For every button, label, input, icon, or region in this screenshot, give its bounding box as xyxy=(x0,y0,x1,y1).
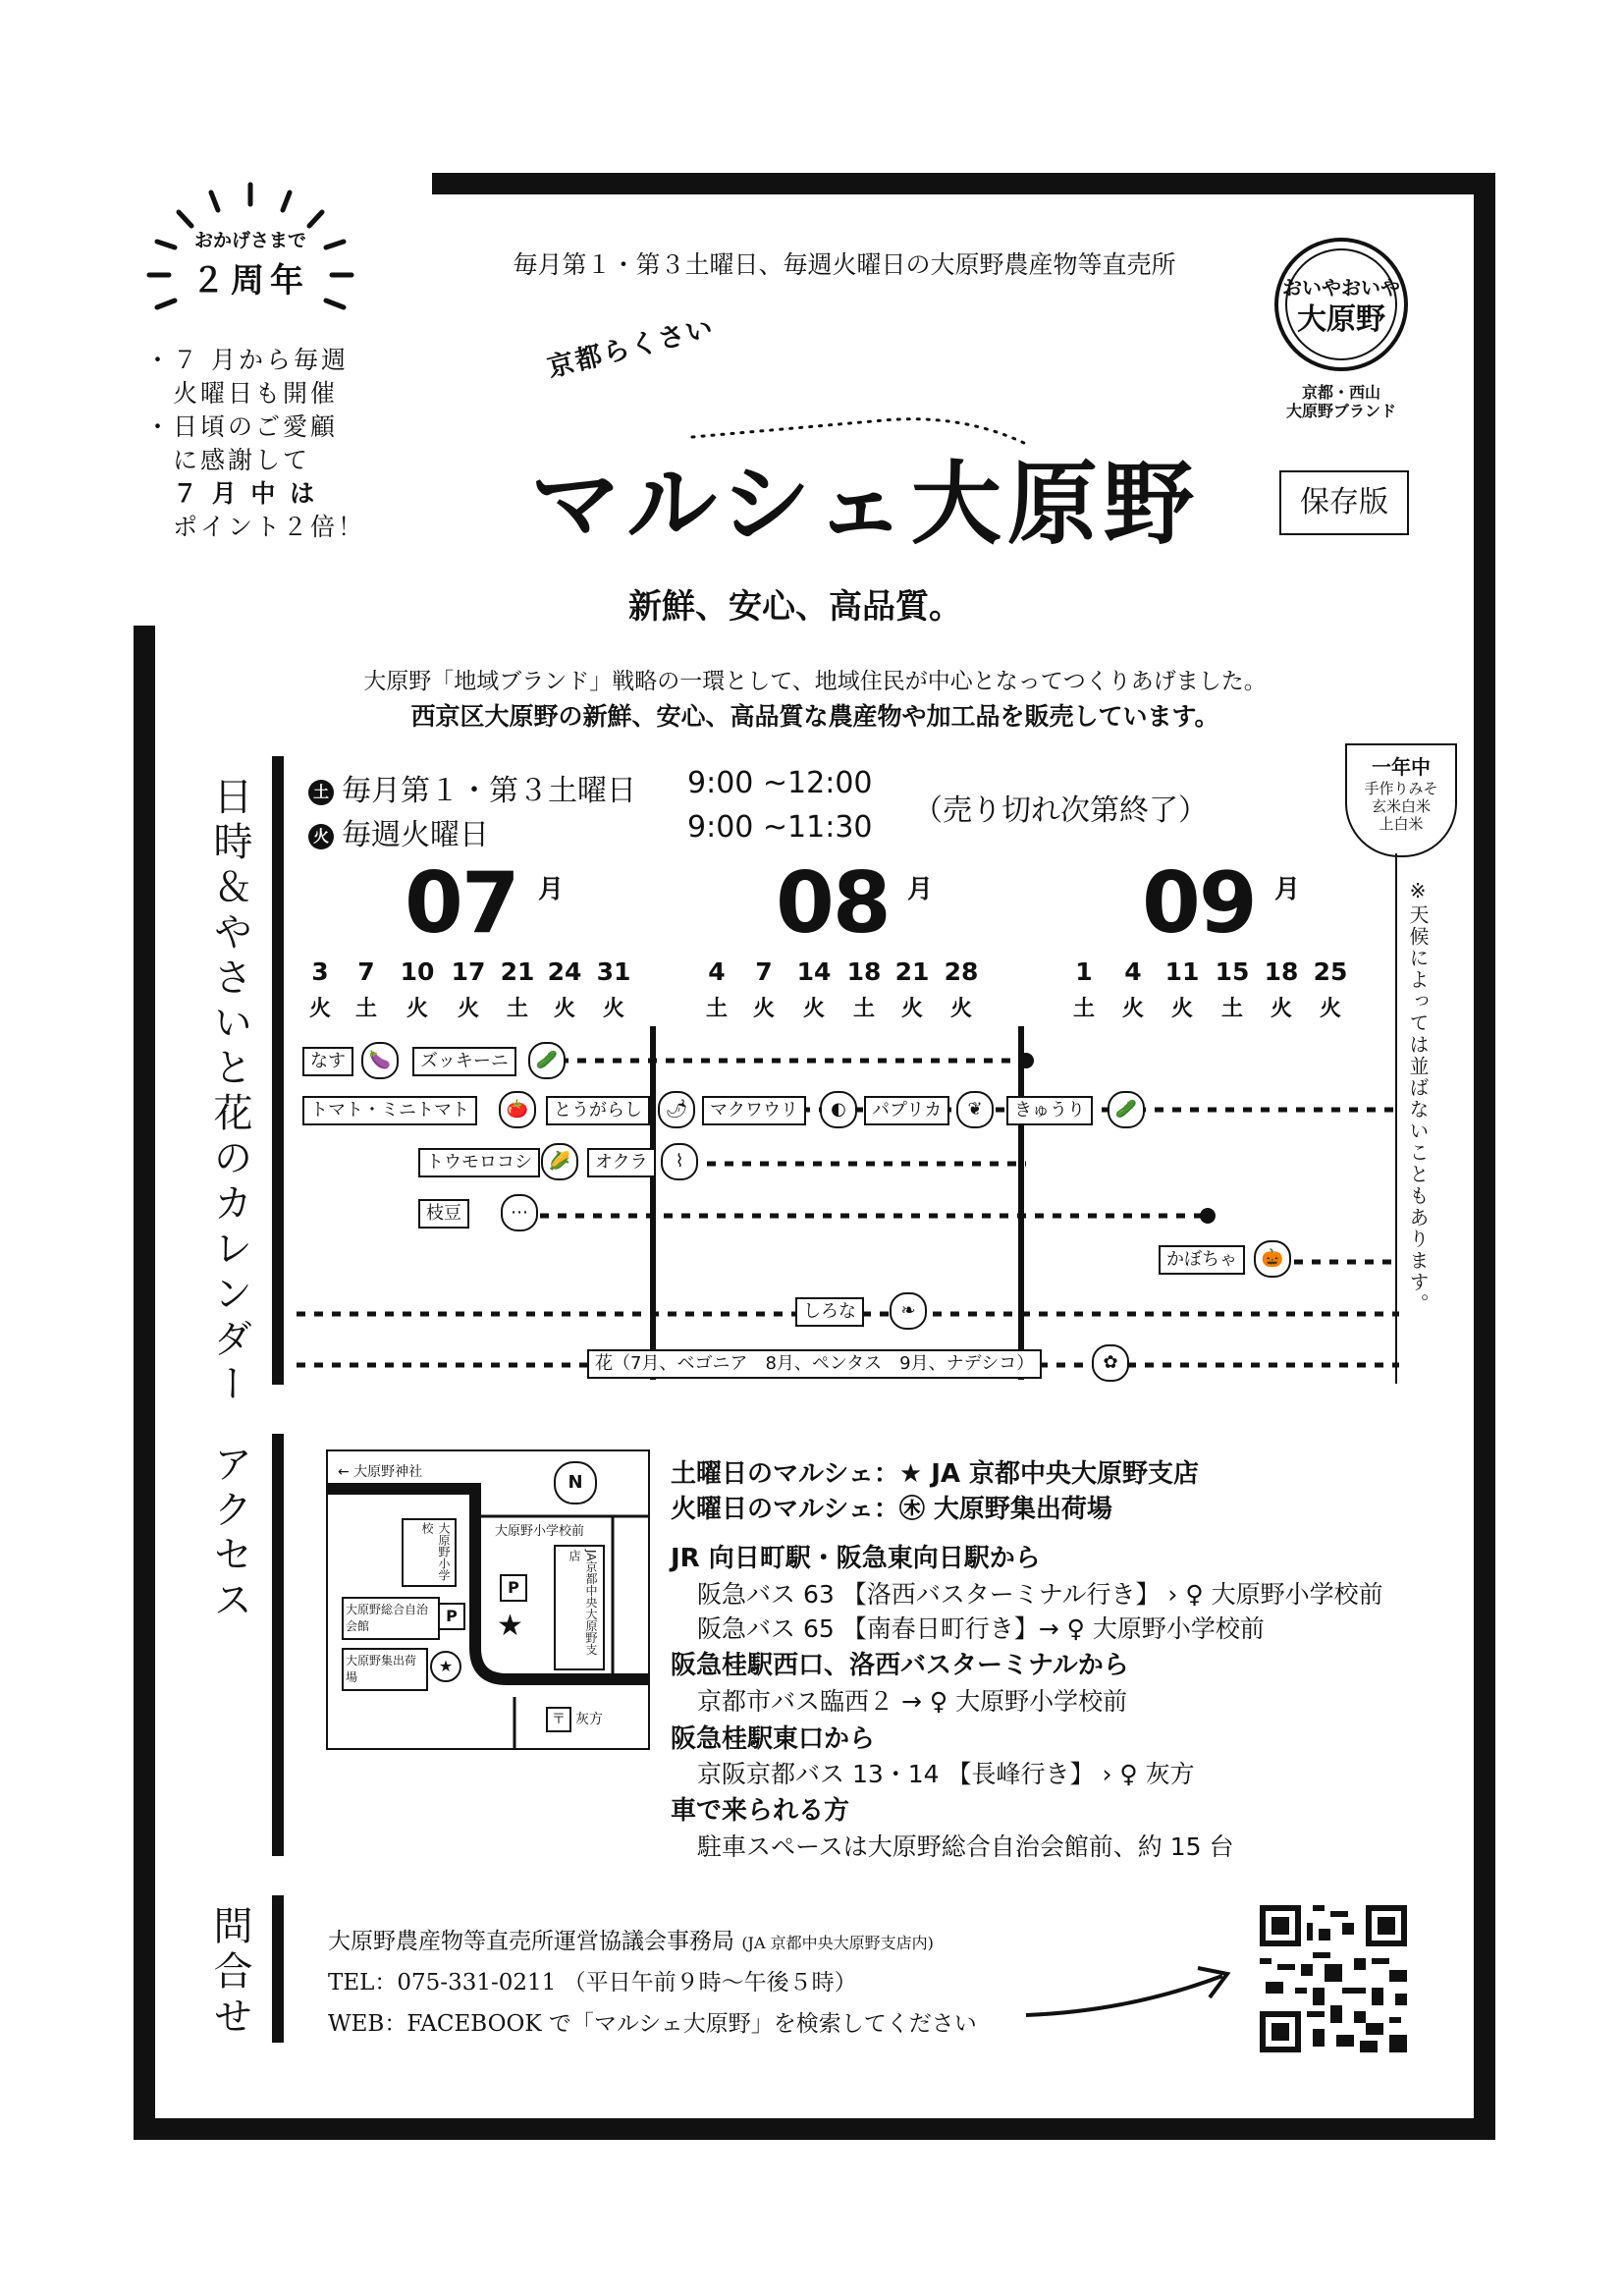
crop-label-flower: 花（7月、ベゴニア 8月、ペンタス 9月、ナデシコ） xyxy=(587,1349,1042,1379)
note-line: に感謝して xyxy=(145,446,311,474)
crop-label-nasu: なす xyxy=(302,1047,353,1076)
crop-label-kabocha: かぼちゃ xyxy=(1159,1245,1245,1275)
catch-copy: 新鮮、安心、高品質。 xyxy=(628,587,962,627)
day: 17 xyxy=(451,957,486,986)
weekday: 土 xyxy=(852,997,875,1021)
weekday: 火 xyxy=(308,997,331,1021)
map-bus-stop-school: 大原野小学校前 xyxy=(495,1524,585,1539)
weekday: 土 xyxy=(705,997,728,1021)
flower-icon: ✿ xyxy=(1092,1344,1129,1382)
anniversary-caption: おかげさまで xyxy=(193,230,306,251)
sold-out-note: （売り切れ次第終了） xyxy=(913,793,1208,828)
brand-logo xyxy=(1272,236,1410,373)
weekday: 火 xyxy=(406,997,428,1021)
day: 15 xyxy=(1215,957,1250,986)
month-suffix: 月 xyxy=(538,875,565,904)
saturday-venue: 土曜日のマルシェ：★ JA 京都中央大原野支店 xyxy=(671,1459,1200,1489)
star-circle-icon: ★ xyxy=(430,1651,461,1682)
weekday: 火 xyxy=(949,997,972,1021)
map-bus-stop-haikata: 灰方 xyxy=(575,1712,603,1727)
note-line: ７ 月 中 は xyxy=(145,479,318,508)
anniversary-notes xyxy=(145,344,366,544)
note-line: ・７ 月から毎週 xyxy=(145,346,349,374)
map-shipping-depot: 大原野集出荷場 xyxy=(342,1648,428,1691)
crop-label-togarashi: とうがらし xyxy=(546,1096,650,1125)
brand-caption-2: 大原野ブランド xyxy=(1285,402,1396,420)
weather-note: ※天候によっては並ばないこともあります。 xyxy=(1406,879,1430,1315)
star-icon: ★ xyxy=(497,1609,523,1643)
intro-line-2: 西京区大原野の新鮮、安心、高品質な農産物や加工品を販売しています。 xyxy=(410,702,1219,731)
edamame-icon: ⋯ xyxy=(501,1194,538,1231)
kyoto-tag: 京都らくさい xyxy=(544,312,718,384)
route-heading: 車で来られる方 xyxy=(671,1796,850,1826)
access-section-title: アクセス xyxy=(207,1444,252,1624)
svg-text:おいやおいや: おいやおいや xyxy=(1282,276,1400,300)
frame-right xyxy=(1474,173,1495,2140)
weekday: 火 xyxy=(553,997,575,1021)
day: 11 xyxy=(1164,957,1200,986)
day: 4 xyxy=(708,957,726,986)
year-round-item: 上白米 xyxy=(1379,815,1424,833)
save-edition-badge: 保存版 xyxy=(1279,470,1409,535)
day: 7 xyxy=(755,957,773,986)
year-round-item: 手作りみそ xyxy=(1364,780,1438,797)
weekday: 土 xyxy=(1220,997,1243,1021)
year-round-box xyxy=(1345,743,1457,857)
day: 31 xyxy=(596,957,631,986)
weekday: 火 xyxy=(457,997,479,1021)
day: 18 xyxy=(1264,957,1299,986)
tomato-icon: 🍅 xyxy=(499,1091,536,1128)
pumpkin-icon: 🎃 xyxy=(1254,1240,1291,1278)
crop-label-tomato: トマト・ミニトマト xyxy=(302,1096,477,1125)
schedule-label: 毎月第１・第３土曜日 xyxy=(342,774,636,808)
note-line: ・日頃のご愛顧 xyxy=(145,412,339,441)
contact-web[interactable]: WEB：FACEBOOK で「マルシェ大原野」を検索してください xyxy=(328,2011,977,2037)
brand-caption-1: 京都・西山 xyxy=(1301,383,1380,402)
eggplant-icon: 🍆 xyxy=(361,1042,399,1079)
month-september: 09 xyxy=(1142,854,1256,953)
day: 28 xyxy=(944,957,979,986)
weekday: 土 xyxy=(354,997,377,1021)
contact-section-title: 問合せ xyxy=(207,1905,252,2041)
schedule-saturday xyxy=(308,766,636,809)
day: 21 xyxy=(894,957,930,986)
chili-icon: 🌶 xyxy=(658,1091,695,1128)
day: 14 xyxy=(796,957,832,986)
post-office-icon: 〒 xyxy=(546,1707,571,1732)
note-line: ポイント２倍！ xyxy=(145,513,366,541)
crop-label-corn: トウモロコシ xyxy=(418,1148,540,1177)
greens-icon: ❧ xyxy=(890,1292,927,1330)
route-line: 京阪京都バス 13・14 【長峰行き】 › ♀ 灰方 xyxy=(697,1760,1195,1788)
weekday: 土 xyxy=(506,997,528,1021)
day: 24 xyxy=(547,957,582,986)
parking-icon: P xyxy=(500,1574,527,1602)
qr-code-icon[interactable] xyxy=(1260,1905,1407,2052)
compass-north-icon: N xyxy=(554,1461,597,1504)
weekday: 火 xyxy=(1121,997,1144,1021)
crop-label-zucchini: ズッキーニ xyxy=(412,1047,516,1076)
route-heading: 阪急桂駅東口から xyxy=(671,1724,876,1754)
route-heading: 阪急桂駅西口、洛西バスターミナルから xyxy=(671,1651,1129,1680)
schedule-time: 9:00 ~12:00 xyxy=(687,766,873,800)
map-shrine-label: ← 大原野神社 xyxy=(338,1464,423,1480)
day: 21 xyxy=(500,957,535,986)
weekday: 火 xyxy=(602,997,624,1021)
weekday: 火 xyxy=(752,997,775,1021)
schedule-label: 毎週火曜日 xyxy=(342,818,489,852)
calendar-section-title: 日時＆やさいと花のカレンダー xyxy=(207,776,252,1408)
svg-text:大原野: 大原野 xyxy=(1297,302,1385,337)
crop-label-paprika: パプリカ xyxy=(864,1096,949,1125)
office-name: 大原野農産物等直売所運営協議会事務局 xyxy=(328,1929,734,1954)
crop-label-okra: オクラ xyxy=(587,1148,656,1177)
anniversary-title: ２周年 xyxy=(191,261,309,301)
schedule-tuesday xyxy=(308,810,489,853)
frame-top xyxy=(432,173,1495,194)
day: 10 xyxy=(400,957,435,986)
contact-office xyxy=(328,1923,934,1955)
frame-left xyxy=(134,626,155,2140)
weekday: 火 xyxy=(900,997,923,1021)
route-line: 阪急バス 65 【南春日町行き】→ ♀ 大原野小学校前 xyxy=(697,1614,1265,1643)
route-line: 駐車スペースは大原野総合自治会館前、約 15 台 xyxy=(697,1832,1234,1861)
route-heading: JR 向日町駅・阪急東向日駅から xyxy=(671,1544,1041,1573)
header-subtitle: 毎月第１・第３土曜日、毎週火曜日の大原野農産物等直売所 xyxy=(513,250,1176,279)
tuesday-venue: 火曜日のマルシェ：㊍ 大原野集出荷場 xyxy=(671,1495,1112,1524)
month-suffix: 月 xyxy=(1274,875,1301,904)
map-school: 大原野小学校 xyxy=(402,1518,457,1587)
note-line: 火曜日も開催 xyxy=(145,379,339,408)
section-divider xyxy=(272,1895,284,2043)
section-divider xyxy=(272,1434,284,1856)
access-map xyxy=(326,1449,650,1750)
month-suffix: 月 xyxy=(907,875,934,904)
month-july: 07 xyxy=(405,854,518,953)
day: 4 xyxy=(1124,957,1142,986)
corn-icon: 🌽 xyxy=(541,1143,578,1180)
saturday-badge: 土 xyxy=(308,780,334,805)
weekday: 火 xyxy=(1319,997,1341,1021)
contact-tel[interactable]: TEL：075-331-0211 （平日午前９時～午後５時） xyxy=(328,1970,857,1995)
arrow-icon xyxy=(1021,1954,1237,2033)
main-title: マルシェ大原野 xyxy=(530,452,1200,557)
schedule-time: 9:00 ~11:30 xyxy=(687,810,873,845)
intro-line-1: 大原野「地域ブランド」戦略の一環として、地域住民が中心となってつくりあげました。 xyxy=(363,669,1267,694)
cucumber-icon: 🥒 xyxy=(1108,1091,1145,1128)
year-round-item: 玄米白米 xyxy=(1371,797,1431,815)
crop-label-kyuri: きゅうり xyxy=(1006,1096,1093,1125)
okra-icon: ⌇ xyxy=(661,1143,698,1180)
day: 1 xyxy=(1075,957,1093,986)
zucchini-icon: 🥒 xyxy=(528,1042,566,1079)
melon-icon: ◐ xyxy=(820,1091,857,1128)
weekday: 火 xyxy=(1270,997,1292,1021)
tuesday-badge: 火 xyxy=(308,824,334,849)
weekday: 土 xyxy=(1072,997,1095,1021)
month-august: 08 xyxy=(776,854,890,953)
map-ja-branch: JA京都中央大原野支店 xyxy=(554,1545,605,1670)
weekday: 火 xyxy=(1170,997,1193,1021)
day: 3 xyxy=(311,957,329,986)
paprika-icon: ❦ xyxy=(956,1091,994,1128)
route-line: 京都市バス臨西２ → ♀ 大原野小学校前 xyxy=(697,1687,1128,1716)
crop-label-shirona: しろな xyxy=(795,1297,864,1327)
day: 25 xyxy=(1313,957,1348,986)
office-note: (JA 京都中央大原野支店内) xyxy=(741,1934,934,1952)
crop-label-makuwa: マクワウリ xyxy=(702,1096,806,1125)
parking-icon: P xyxy=(438,1603,465,1630)
map-community-hall: 大原野総合自治会館 xyxy=(342,1597,440,1640)
day: 7 xyxy=(357,957,375,986)
crop-label-edamame: 枝豆 xyxy=(418,1199,469,1229)
weekday: 火 xyxy=(802,997,825,1021)
frame-bottom xyxy=(134,2118,1495,2140)
day: 18 xyxy=(846,957,882,986)
route-line: 阪急バス 63 【洛西バスターミナル行き】 › ♀ 大原野小学校前 xyxy=(697,1580,1383,1609)
section-divider xyxy=(272,756,284,1385)
year-round-title: 一年中 xyxy=(1372,755,1431,779)
